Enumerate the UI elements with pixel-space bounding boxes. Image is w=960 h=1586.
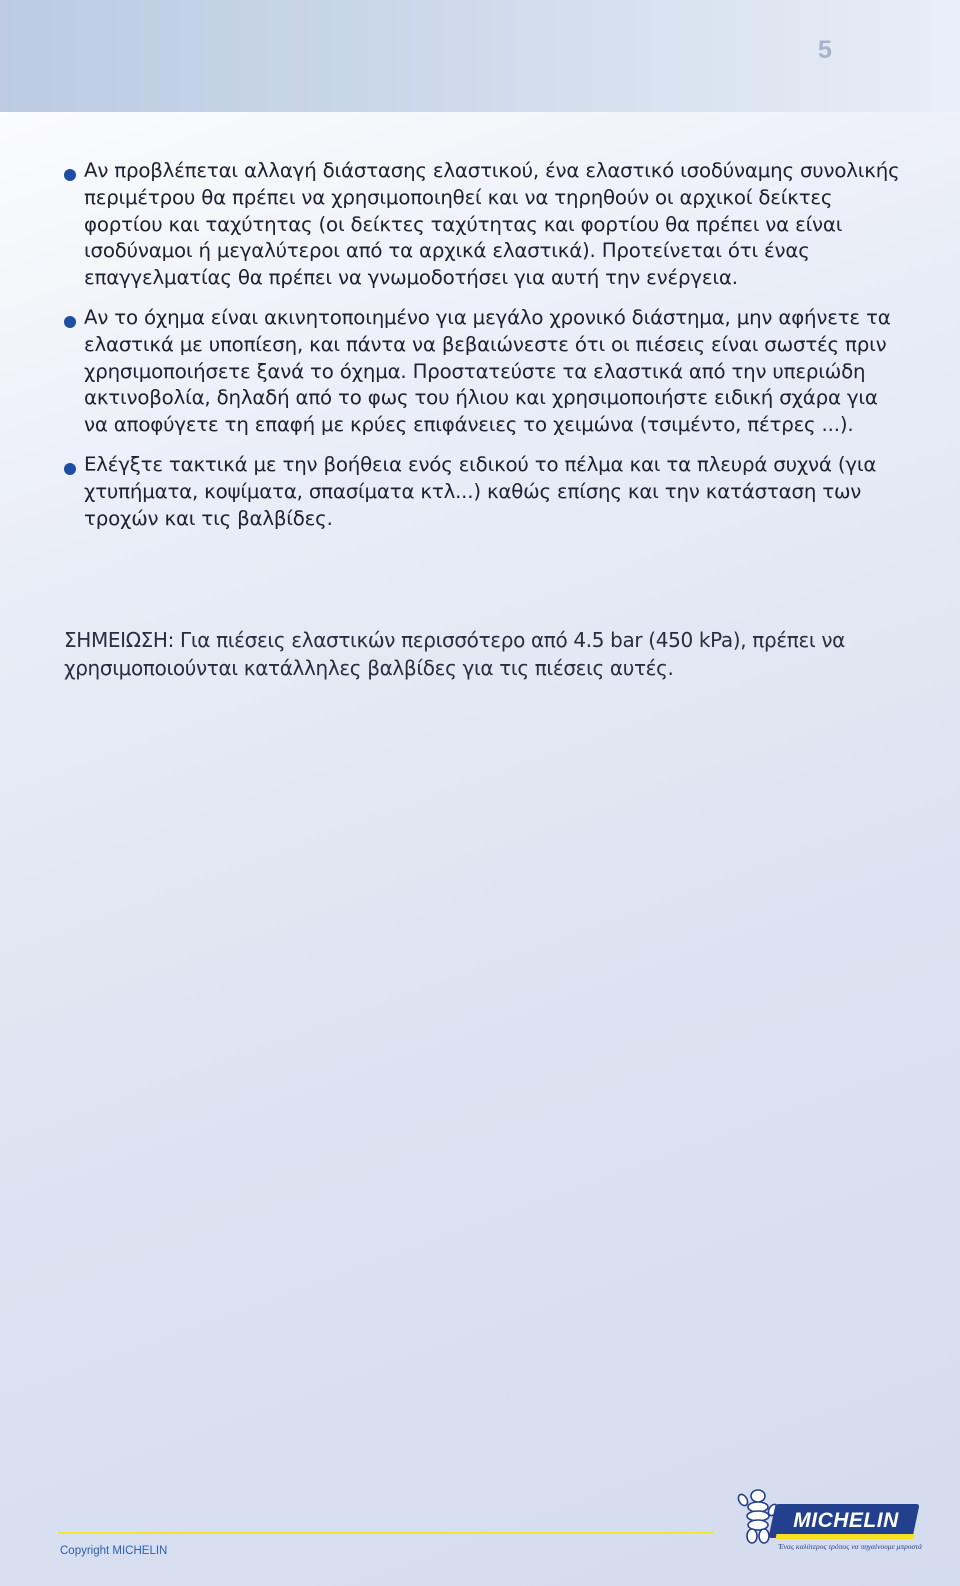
footer-divider <box>58 1532 714 1534</box>
list-item <box>64 158 904 292</box>
logo-slogan: Ένας καλύτερος τρόπος να πηγαίνουμε μπροστά <box>778 1542 922 1551</box>
list-item-text: Αν το όχημα είναι ακινητοποιημένο για μεγάλο χρονικό διάστημα, μην αφήνετε τα ελαστικά με υποπίεση, και πάντα να βεβαιώνεστε ότι οι πιέσεις είναι σωστές πριν χρησιμοποιήσετε ξανά το όχημα. Προστατεύστε τα ελαστικά από την υπεριώδη ακτινοβολία, δηλαδή από το φως του ήλιου και χρησιμοποιήστε ειδική σχάρα για να αποφύγετε τη επαφή με κρύες επιφάνειες το χειμώνα (τσιμέντο, πέτρες ...). <box>84 305 891 437</box>
list-item <box>64 452 904 532</box>
bullet-icon <box>64 463 76 475</box>
logo-stripe <box>775 1534 914 1539</box>
note-text: ΣΗΜΕΙΩΣΗ: Για πιέσεις ελαστικών περισσότερο από 4.5 bar (450 kPa), πρέπει να χρησιμοποιούνται κατάλληλες βαλβίδες για τις πιέσεις αυτές. <box>64 628 846 680</box>
page-number: 5 <box>818 36 832 64</box>
logo-wordmark: MICHELIN <box>793 1509 899 1532</box>
bullet-icon <box>64 316 76 328</box>
bullet-icon <box>64 169 76 181</box>
list-item-text: Αν προβλέπεται αλλαγή διάστασης ελαστικού, ένα ελαστικό ισοδύναμης συνολικής περιμέτρου θα πρέπει να χρησιμοποιηθεί και να τηρηθούν οι αρχικοί δείκτες φορτίου και ταχύτητας (οι δείκτες ταχύτητας και φορτίου θα πρέπει να είναι ισοδύναμοι ή μεγαλύτεροι από τα αρχικά ελαστικά). Προτείνεται ότι ένας επαγγελματίας θα πρέπει να γνωμοδοτήσει για αυτή την ενέργεια. <box>84 159 900 290</box>
copyright-text: Copyright MICHELIN <box>60 1545 168 1557</box>
list-item <box>64 305 904 439</box>
michelin-logo <box>736 1482 926 1582</box>
list-item-text: Ελέγξτε τακτικά με την βοήθεια ενός ειδικού το πέλμα και τα πλευρά συχνά (για χτυπήματα, κοψίματα, σπασίματα κτλ...) καθώς επίσης και την κατάσταση των τροχών και τις βαλβίδες. <box>84 452 877 530</box>
bullet-list <box>64 158 904 545</box>
